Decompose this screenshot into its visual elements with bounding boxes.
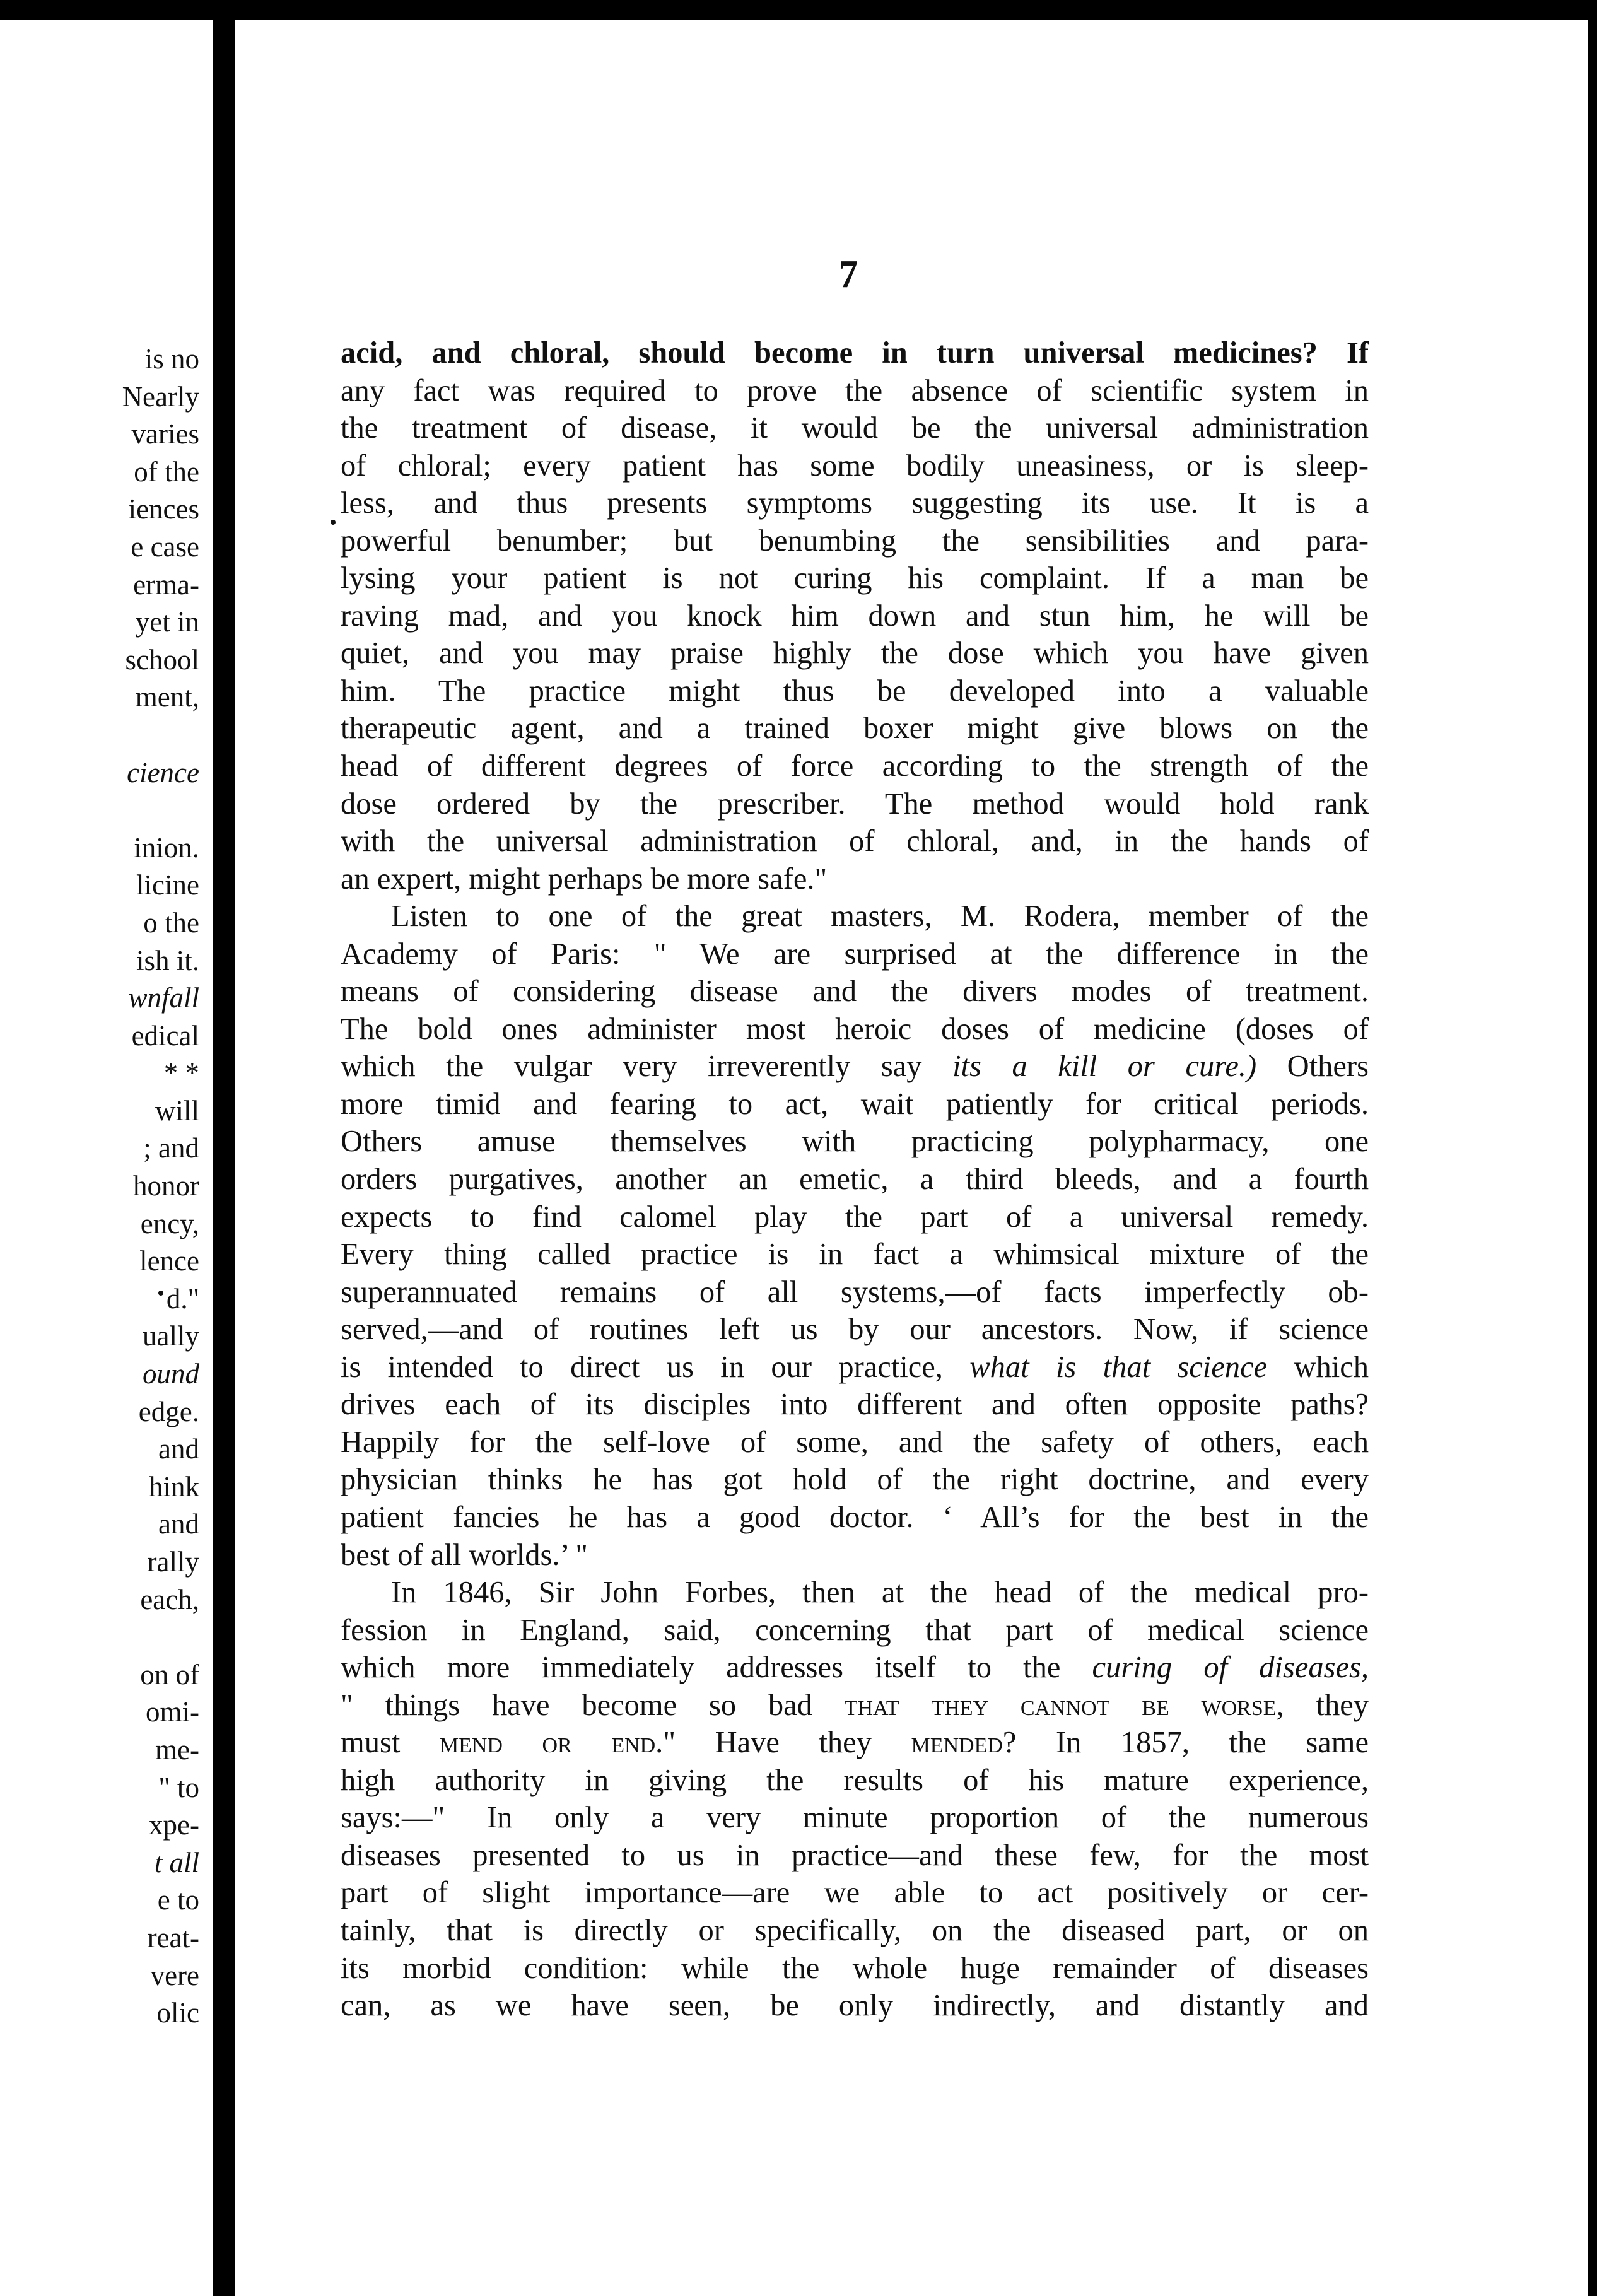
facing-page-text: and	[158, 1433, 199, 1465]
text-line	[341, 1161, 1369, 1198]
text-segment: diseases presented to us in practice—and these few, for the most	[341, 1838, 1369, 1872]
text-line	[341, 1950, 1369, 1988]
facing-page-text: e to	[157, 1884, 199, 1916]
text-segment: which the vulgar very irreverently say	[341, 1050, 953, 1084]
text-line	[341, 447, 1369, 485]
text-segment: any fact was required to prove the absence of scientific system in	[341, 373, 1369, 407]
page-number: 7	[838, 253, 858, 296]
facing-page-text	[0, 1619, 213, 1656]
facing-page-text: ment,	[135, 681, 199, 713]
text-line	[341, 1010, 1369, 1048]
facing-page-text: e case	[131, 530, 199, 563]
text-line	[341, 1724, 1369, 1762]
text-segment: patient fancies he has a good doctor. ‘ All’s for the best in the	[341, 1500, 1369, 1534]
text-segment: its morbid condition: while the whole huge remainder of diseases	[341, 1951, 1369, 1985]
text-segment: " Have they	[663, 1726, 911, 1760]
facing-page-text: ish it.	[136, 944, 199, 976]
facing-page-text: xpe-	[149, 1809, 199, 1841]
text-line	[341, 973, 1369, 1010]
text-line	[341, 1236, 1369, 1274]
text-segment: less, and thus presents symptoms suggesting its use. It is a	[341, 486, 1369, 520]
text-segment: served,—and of routines left us by our ancestors. Now, if science	[341, 1313, 1369, 1347]
text-line	[341, 1912, 1369, 1950]
italic-phrase: what is that science	[969, 1350, 1268, 1384]
text-segment: Every thing called practice is in fact a whimsical mixture of the	[341, 1238, 1369, 1272]
text-segment: Happily for the self-love of some, and the safety of others, each	[341, 1425, 1369, 1459]
small-caps-phrase: that they cannot be worse,	[844, 1688, 1284, 1722]
text-line	[341, 1687, 1369, 1725]
text-segment: quiet, and you may praise highly the dose which you have given	[341, 636, 1369, 671]
text-segment: can, as we have seen, be only indirectly, and distantly and	[341, 1989, 1369, 2023]
facing-page-text: me-	[155, 1733, 199, 1766]
facing-page-text: " to	[158, 1771, 199, 1803]
facing-page-text: on of	[140, 1658, 199, 1690]
facing-page-text: ; and	[143, 1132, 199, 1164]
facing-page-text: omi-	[146, 1696, 199, 1728]
text-segment: is intended to direct us in our practice,	[341, 1350, 970, 1384]
margin-mark	[331, 520, 336, 525]
text-segment: lysing your patient is not curing his complaint. If a man be	[341, 561, 1369, 595]
facing-page-text: licine	[136, 869, 199, 901]
text-segment: drives each of its disciples into different and often opposite paths?	[341, 1388, 1369, 1422]
text-segment: The bold ones administer most heroic doses of medicine (doses of	[341, 1012, 1369, 1046]
text-line	[341, 1574, 1369, 1612]
text-segment: raving mad, and you knock him down and stun him, he will be	[341, 599, 1369, 633]
facing-page-text: Nearly	[122, 380, 199, 413]
facing-page-text: vere	[150, 1959, 199, 1991]
text-segment: which more immediately addresses itself to the	[341, 1651, 1092, 1685]
text-segment: superannuated remains of all systems,—of facts imperfectly ob-	[341, 1275, 1369, 1309]
small-caps-phrase: mend or end.	[439, 1726, 664, 1760]
text-line	[341, 1123, 1369, 1161]
text-line	[341, 1762, 1369, 1800]
text-line	[341, 1612, 1369, 1649]
text-line	[341, 710, 1369, 747]
facing-page-text: * *	[163, 1057, 199, 1089]
facing-page-text: yet in	[135, 606, 199, 638]
margin-mark	[158, 1291, 163, 1296]
text-line	[341, 1799, 1369, 1837]
facing-page-text: inion.	[134, 831, 199, 864]
text-line	[341, 935, 1369, 973]
text-line	[341, 522, 1369, 560]
text-line	[341, 559, 1369, 597]
text-line	[341, 1649, 1369, 1687]
text-segment: him. The practice might thus be developed into a valuable	[341, 674, 1369, 708]
text-line	[341, 1198, 1369, 1236]
facing-page-text: lence	[139, 1245, 199, 1277]
text-line	[341, 372, 1369, 410]
facing-page-text: is no	[144, 343, 199, 375]
facing-page-text: school	[125, 643, 199, 676]
text-line	[341, 823, 1369, 860]
text-segment: therapeutic agent, and a trained boxer might give blows on the	[341, 712, 1369, 746]
text-segment: fession in England, said, concerning that part of medical science	[341, 1613, 1369, 1647]
text-segment: the treatment of disease, it would be the universal administration	[341, 411, 1369, 445]
facing-page-text: o the	[143, 906, 199, 939]
scan-border-right	[1588, 0, 1597, 2296]
text-line	[341, 635, 1369, 672]
text-segment: tainly, that is directly or specifically, on the diseased part, or on	[341, 1913, 1369, 1947]
facing-page-fragment	[0, 341, 213, 2032]
facing-page-text: cience	[127, 756, 199, 788]
facing-page-text: ually	[143, 1320, 199, 1352]
text-segment: Others	[1256, 1050, 1369, 1084]
facing-page-text: d."	[166, 1282, 199, 1315]
facing-page-text: wnfall	[128, 982, 199, 1014]
text-segment: Academy of Paris: " We are surprised at the difference in the	[341, 937, 1369, 971]
facing-page-text	[0, 717, 213, 754]
text-segment: with the universal administration of chloral, and, in the hands of	[341, 824, 1369, 858]
text-line	[341, 1499, 1369, 1537]
text-line	[341, 1424, 1369, 1461]
text-line	[341, 1086, 1369, 1123]
facing-page-text: edical	[131, 1019, 199, 1051]
facing-page-text: hink	[148, 1470, 199, 1502]
text-segment: high authority in giving the results of his mature experience,	[341, 1763, 1369, 1797]
text-segment: " things have become so bad	[341, 1688, 845, 1722]
facing-page-text: erma-	[133, 568, 199, 600]
facing-page-text: rally	[147, 1546, 199, 1578]
text-line	[341, 1386, 1369, 1424]
text-line	[341, 1837, 1369, 1875]
facing-page-text	[0, 792, 213, 829]
text-segment: In 1846, Sir John Forbes, then at the head of the medical pro-	[391, 1576, 1369, 1610]
facing-page-text: iences	[128, 493, 199, 525]
text-line	[341, 597, 1369, 635]
text-segment: dose ordered by the prescriber. The method would hold rank	[341, 787, 1369, 821]
text-line	[341, 409, 1369, 447]
text-line	[341, 860, 1369, 898]
text-segment: ? In 1857, the same	[1002, 1726, 1369, 1760]
facing-page-text: ency,	[140, 1207, 199, 1239]
text-segment: head of different degrees of force according to the strength of the	[341, 749, 1369, 783]
text-line	[341, 1537, 1369, 1574]
facing-page-text: of the	[134, 455, 199, 488]
text-line	[341, 747, 1369, 785]
page-gutter	[213, 20, 235, 2296]
text-line	[341, 672, 1369, 710]
text-segment: which	[1267, 1350, 1369, 1384]
text-line	[341, 1349, 1369, 1386]
text-line	[341, 1048, 1369, 1086]
text-segment: of chloral; every patient has some bodily uneasiness, or is sleep-	[341, 448, 1369, 483]
text-segment: best of all worlds.’ "	[341, 1538, 588, 1572]
scan-border-top	[0, 0, 1597, 20]
text-segment: acid, and chloral, should become in turn universal medicines? If	[341, 336, 1369, 370]
italic-phrase: its a kill or cure.)	[952, 1050, 1257, 1084]
text-line	[341, 898, 1369, 935]
facing-page-text: t all	[154, 1846, 199, 1878]
facing-page-text: reat-	[147, 1921, 199, 1953]
text-segment: physician thinks he has got hold of the right doctrine, and every	[341, 1463, 1369, 1497]
text-segment: means of considering disease and the divers modes of treatment.	[341, 975, 1369, 1009]
text-line	[341, 484, 1369, 522]
text-segment: more timid and fearing to act, wait patiently for critical periods.	[341, 1087, 1369, 1121]
text-line	[341, 334, 1369, 372]
text-line	[341, 1461, 1369, 1499]
text-segment: they	[1284, 1688, 1369, 1722]
text-line	[341, 1311, 1369, 1349]
text-segment: part of slight importance—are we able to act positively or cer-	[341, 1876, 1369, 1910]
facing-page-text: varies	[131, 418, 199, 450]
text-segment: expects to find calomel play the part of a universal remedy.	[341, 1200, 1369, 1234]
facing-page-text: and	[158, 1508, 199, 1540]
facing-page-text: will	[155, 1094, 199, 1127]
facing-page-text: ound	[143, 1358, 199, 1390]
text-segment: Others amuse themselves with practicing polypharmacy, one	[341, 1125, 1369, 1159]
text-line	[341, 1274, 1369, 1311]
text-segment: an expert, might perhaps be more safe."	[341, 862, 828, 896]
text-segment: powerful benumber; but benumbing the sensibilities and para-	[341, 524, 1369, 558]
italic-phrase: curing of diseases,	[1092, 1651, 1369, 1685]
facing-page-text: each,	[140, 1583, 199, 1615]
text-line	[341, 785, 1369, 823]
facing-page-text: edge.	[138, 1395, 199, 1427]
facing-page-text: honor	[133, 1170, 199, 1202]
facing-page-text: olic	[156, 1997, 199, 2029]
text-segment: Listen to one of the great masters, M. Rodera, member of the	[391, 899, 1369, 934]
small-caps-phrase: mended	[911, 1726, 1003, 1760]
text-line	[341, 1987, 1369, 2025]
text-line	[341, 1874, 1369, 1912]
page-body	[341, 334, 1369, 2025]
text-segment: orders purgatives, another an emetic, a third bleeds, and a fourth	[341, 1163, 1369, 1197]
text-segment: must	[341, 1726, 440, 1760]
text-segment: says:—" In only a very minute proportion of the numerous	[341, 1801, 1369, 1835]
